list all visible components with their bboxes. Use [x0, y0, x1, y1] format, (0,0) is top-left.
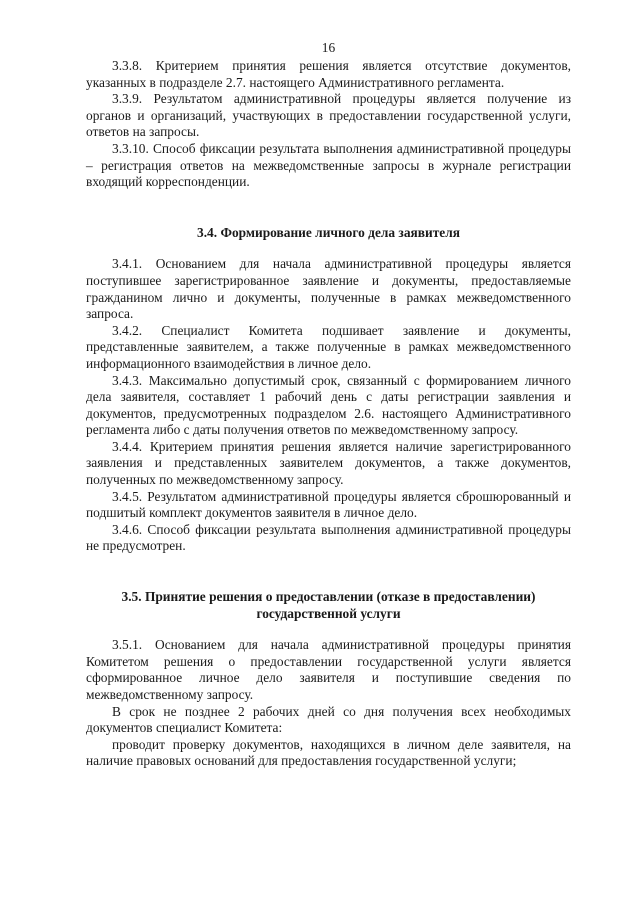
- section-spacer: [86, 191, 571, 225]
- document-body: [86, 58, 571, 770]
- paragraph: 3.3.9. Результатом административной процедуры является получение из органов и организаций, участвующих в предоставлении государственной услуги, ответов на запросы.: [86, 91, 571, 140]
- paragraph: 3.4.6. Способ фиксации результата выполнения административной процедуры не предусмотрен.: [86, 521, 571, 554]
- paragraph: 3.4.5. Результатом административной процедуры является сброшюрованный и подшитый комплект документов заявителя в личное дело.: [86, 488, 571, 521]
- section-heading: 3.4. Формирование личного дела заявителя: [197, 224, 460, 240]
- heading-spacer: [86, 622, 571, 637]
- paragraph: 3.4.2. Специалист Комитета подшивает заявление и документы, представленные заявителем, а также полученные в рамках межведомственного информационного взаимодействия в личное дело.: [86, 322, 571, 371]
- paragraph: 3.3.10. Способ фиксации результата выполнения административной процедуры – регистрация ответов на межведомственные запросы в журнале регистрации входящий корреспонденции.: [86, 140, 571, 190]
- section-heading: 3.5. Принятие решения о предоставлении (отказе в предоставлении) государственной услуги: [121, 589, 536, 621]
- heading-spacer: [86, 241, 571, 256]
- section-spacer: [86, 555, 571, 589]
- paragraph: 3.5.1. Основанием для начала административной процедуры принятия Комитетом решения о предоставлении государственной услуги является сформированное личное дело заявителя и поступившие сведения по межведомственному запросу.: [86, 637, 571, 702]
- page-number: 16: [321, 40, 336, 55]
- paragraph: 3.4.1. Основанием для начала административной процедуры является поступившее зарегистрированное заявление и документы, предоставляемые гражданином лично и документы, полученные в рамках межведомственного запроса.: [86, 256, 571, 322]
- paragraph: проводит проверку документов, находящихся в личном деле заявителя, на наличие правовых оснований для предоставления государственной услуги;: [86, 736, 571, 769]
- paragraph: 3.4.3. Максимально допустимый срок, связанный с формированием личного дела заявителя, составляет 1 рабочий день с даты регистрации заявления и документов, предусмотренных подразделом 2.6. настоящего Административного регламента либо с даты получения ответов по межведомственному запросу.: [86, 372, 571, 438]
- paragraph: 3.4.4. Критерием принятия решения является наличие зарегистрированного заявления и представленных заявителем документов, а также документов, полученных по межведомственному запросу.: [86, 438, 571, 488]
- paragraph: В срок не позднее 2 рабочих дней со дня получения всех необходимых документов специалист Комитета:: [86, 703, 571, 736]
- paragraph: 3.3.8. Критерием принятия решения является отсутствие документов, указанных в подразделе 2.7. настоящего Административного регламента.: [86, 58, 571, 90]
